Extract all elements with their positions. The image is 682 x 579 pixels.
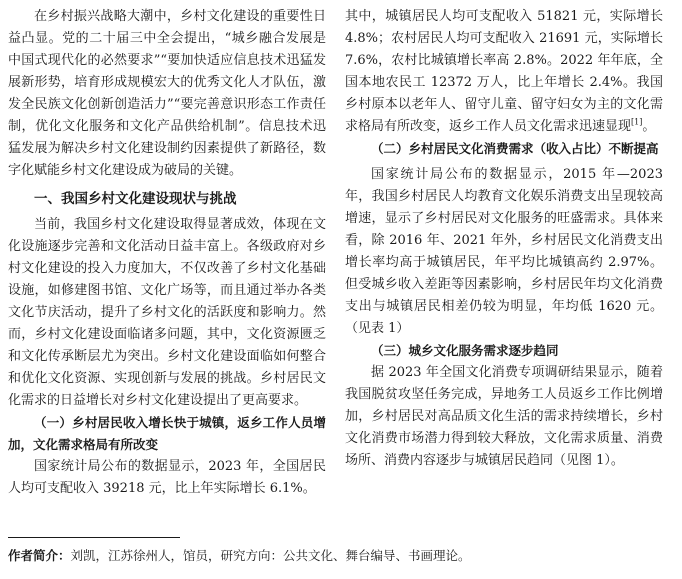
author-note-label: 作者简介： xyxy=(8,548,71,563)
left-column xyxy=(8,6,326,500)
income-paragraph-end: 。 xyxy=(642,119,656,134)
footnote-divider xyxy=(8,537,180,538)
right-column xyxy=(345,6,663,472)
consumption-paragraph: 国家统计局公布的数据显示，2015 年—2023 年，我国乡村居民人均教育文化娱乐消费支出呈现较高增速，显示了乡村居民对文化服务的旺盛需求。具体来看，除 2016 年、2021 年外，乡村居民文化消费支出增长率均高于城镇居民，年平均比城镇高约 2.97%。但受城乡收入差距等因素影响，乡村居民年均文化消费支出与城镇居民相差仍较为明显，年均低 1620 元。（见表 1） xyxy=(345,167,663,336)
convergence-paragraph: 据 2023 年全国文化消费专项调研结果显示，随着我国脱贫攻坚任务完成，异地务工人员返乡工作比例增加，乡村居民对高品质文化生活的需求持续增长，乡村文化消费市场潜力得到较大释放，文化需求质量、消费场所、消费内容逐步与城镇居民趋同（见图 1）。 xyxy=(345,365,663,468)
subsection-heading-1: （一）乡村居民收入增长快于城镇，返乡工作人员增加，文化需求格局有所改变 xyxy=(8,415,326,452)
author-note-text: 刘凯，江苏徐州人，馆员，研究方向：公共文化、舞台编导、书画理论。 xyxy=(70,548,471,563)
intro-paragraph: 在乡村振兴战略大潮中，乡村文化建设的重要性日益凸显。党的二十届三中全会提出，“城乡融合发展是中国式现代化的必然要求”“要加快适应信息技术迅猛发展新形势，培育形成规模宏大的优秀文化人才队伍，激发全民族文化创新创造活力”“要完善意识形态工作责任制，优化文化服务和文化产品供给机制”。信息技术迅猛发展为解决乡村文化建设制约因素提供了新路径，数字化赋能乡村文化建设成为破局的关键。 xyxy=(8,9,326,178)
income-paragraph-continued xyxy=(345,6,663,138)
income-paragraph-start: 国家统计局公布的数据显示，2023 年，全国居民人均可支配收入 39218 元，比上年实际增长 6.1%。 xyxy=(8,459,326,496)
section-heading: 一、我国乡村文化建设现状与挑战 xyxy=(34,191,237,207)
citation-ref: [1] xyxy=(631,117,643,127)
author-note xyxy=(8,546,668,566)
income-paragraph-text: 其中，城镇居民人均可支配收入 51821 元，实际增长 4.8%；农村居民人均可支配收入 21691 元，实际增长 7.6%，农村比城镇增长率高 2.8%。2022 年年底，全国本地农民工 12372 万人，比上年增长 2.4%。我国乡村原本以老年人、留守儿童、留守妇女为主的文化需求格局有所改变，返乡工作人员文化需求迅速显现 xyxy=(345,9,663,134)
subsection-heading-2: （二）乡村居民文化消费需求（收入占比）不断提高 xyxy=(371,141,659,156)
status-paragraph: 当前，我国乡村文化建设取得显著成效，体现在文化设施逐步完善和文化活动日益丰富上。各级政府对乡村文化建设的投入力度加大，不仅改善了乡村文化基础设施，如修建图书馆、文化广场等，而且通过举办各类文化节庆活动，提升了乡村文化的活跃度和影响力。然而，乡村文化建设面临诸多问题，其中，文化资源匮乏和文化传承断层尤为突出。乡村文化建设面临如何整合和优化文化资源、实现创新与发展的挑战。乡村居民文化需求的日益增长对乡村文化建设提出了更高要求。 xyxy=(8,217,326,408)
subsection-heading-3: （三）城乡文化服务需求逐步趋同 xyxy=(371,343,559,358)
